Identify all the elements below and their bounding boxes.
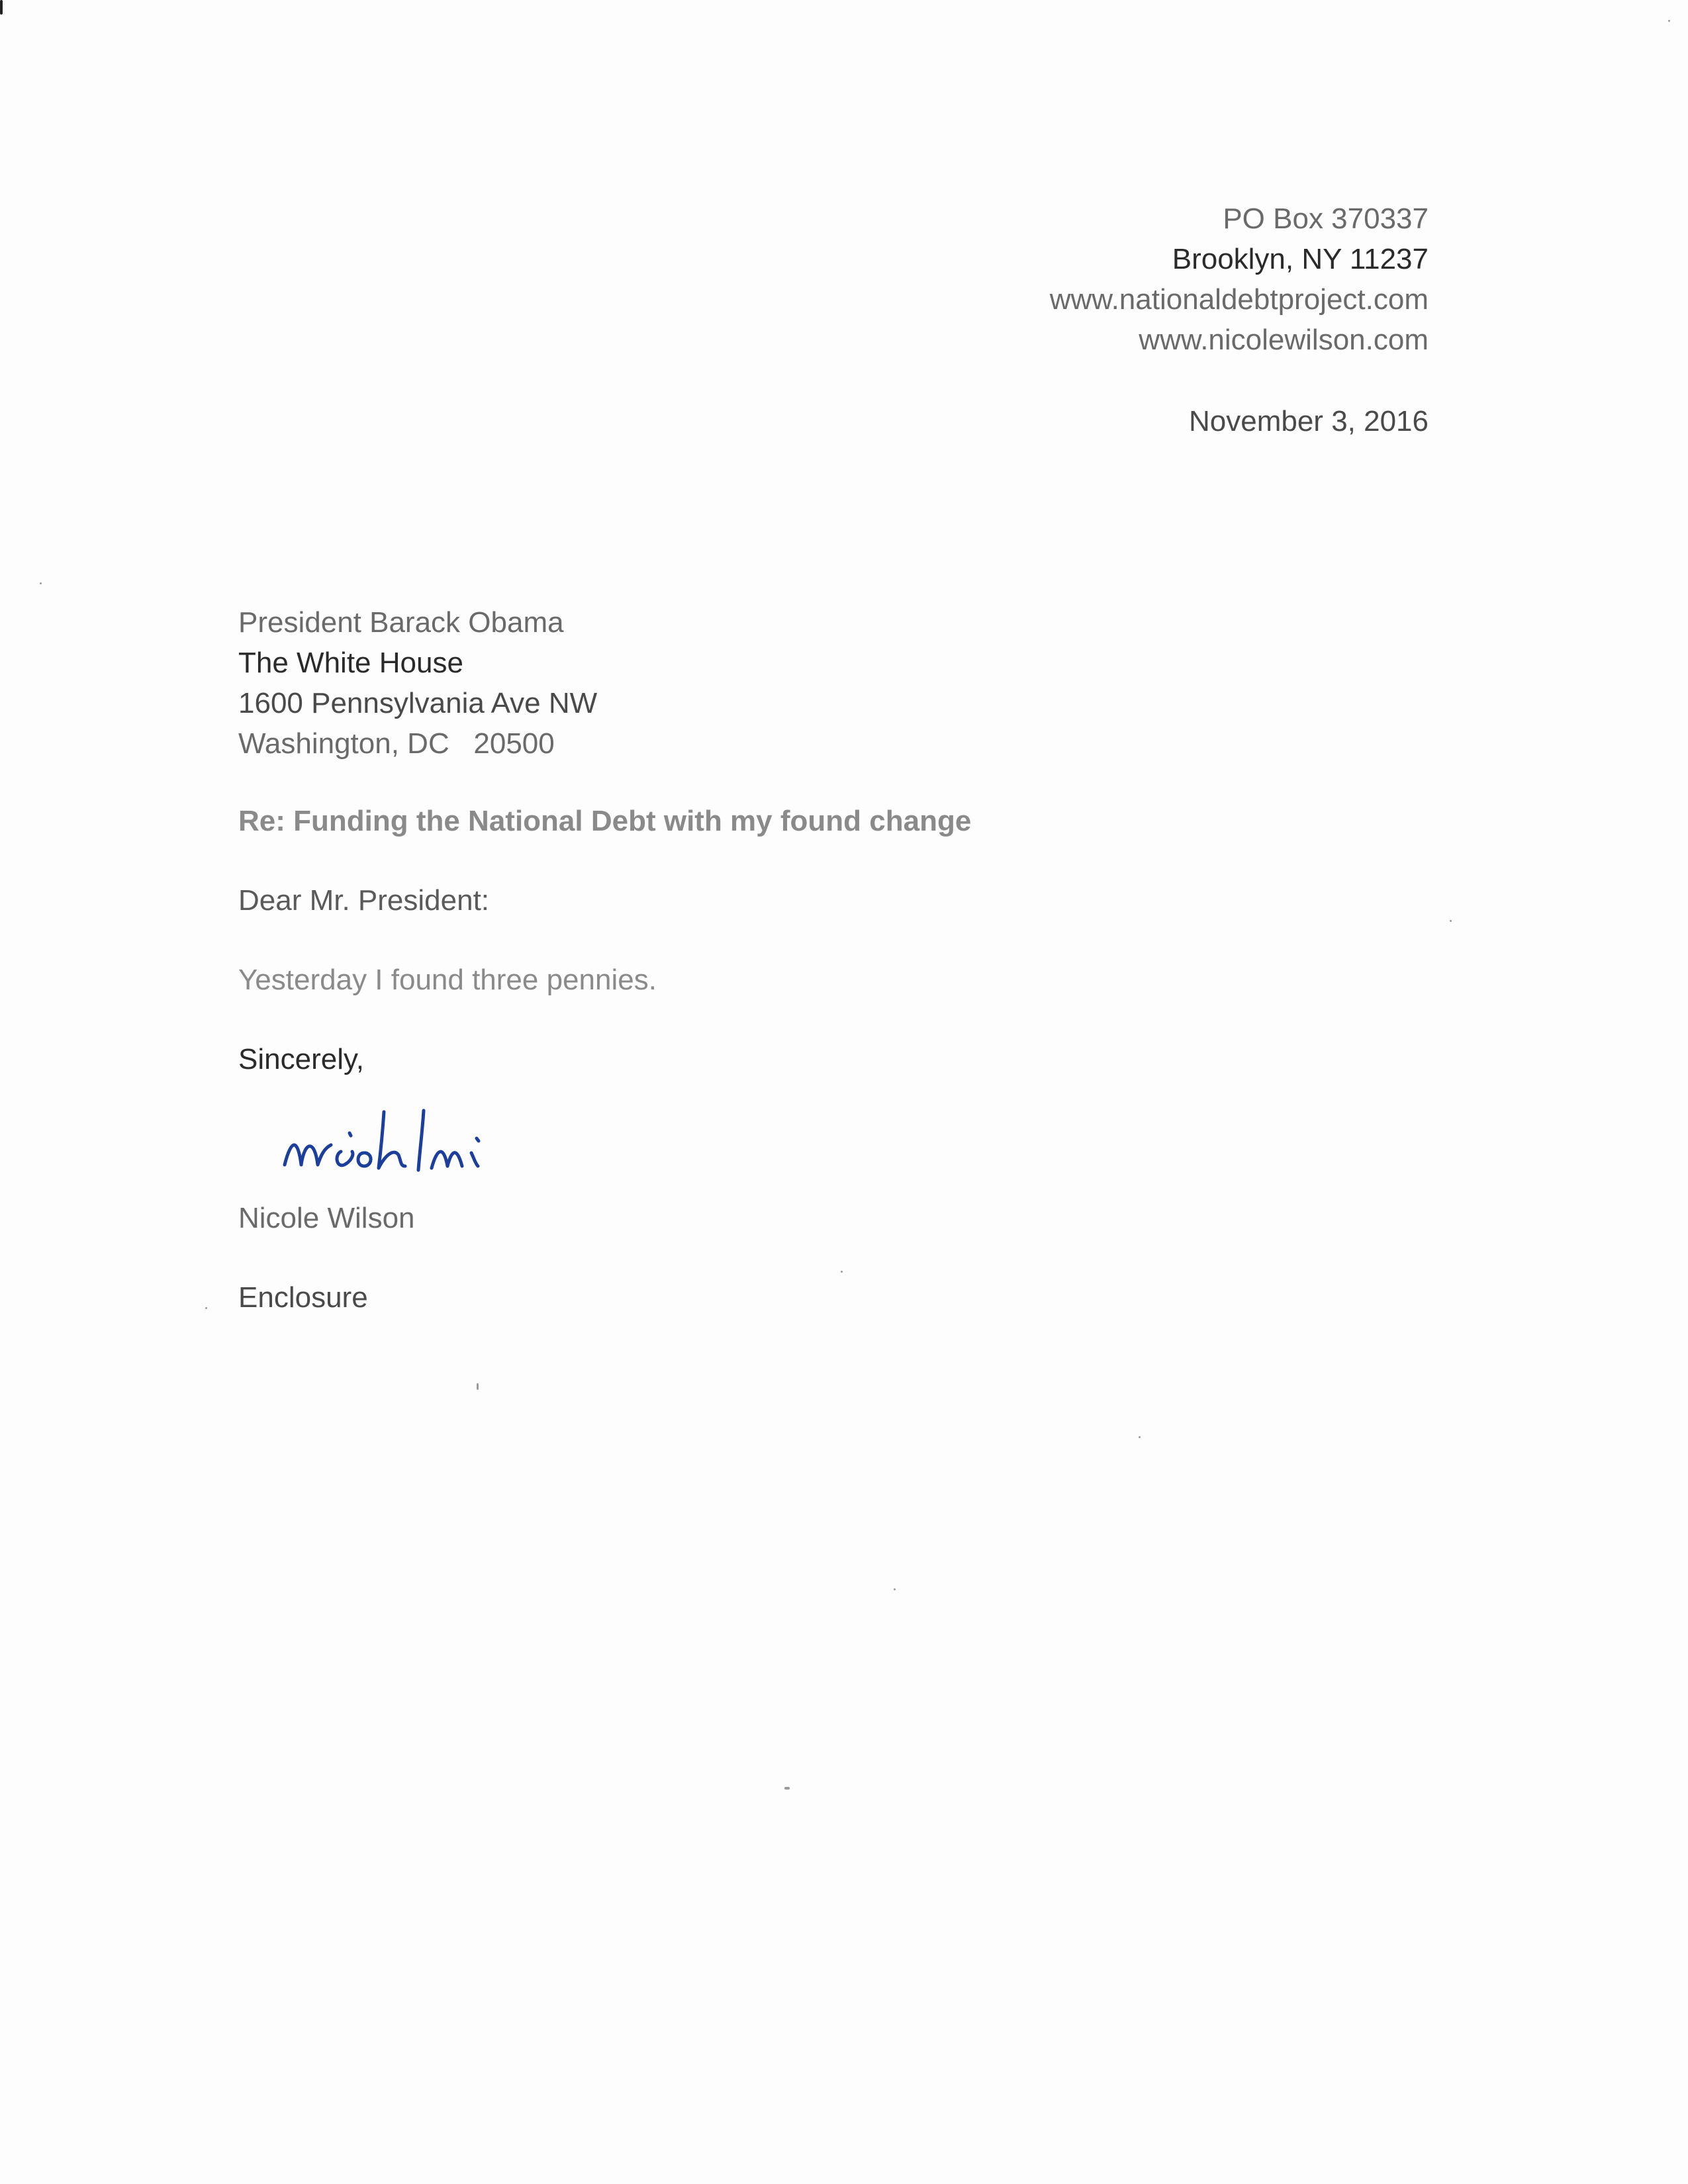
salutation: Dear Mr. President:	[238, 884, 490, 917]
recipient-street: 1600 Pennsylvania Ave NW	[238, 687, 598, 719]
sender-website-2: www.nicolewilson.com	[1139, 324, 1429, 356]
closing: Sincerely,	[238, 1043, 364, 1075]
scan-speck	[40, 582, 42, 584]
scan-speck	[1450, 920, 1452, 922]
scan-speck	[1139, 1436, 1141, 1438]
recipient-city-state-zip: Washington, DC 20500	[238, 727, 555, 760]
scan-speck	[841, 1271, 843, 1273]
sender-city-state-zip: Brooklyn, NY 11237	[1172, 243, 1429, 275]
scan-speck	[1668, 20, 1670, 22]
scan-speck	[477, 1383, 479, 1390]
scan-speck	[784, 1787, 790, 1790]
recipient-name: President Barack Obama	[238, 606, 564, 639]
sender-po-box: PO Box 370337	[1223, 203, 1429, 235]
handwritten-signature	[278, 1092, 589, 1191]
enclosure-note: Enclosure	[238, 1281, 368, 1314]
signer-name: Nicole Wilson	[238, 1202, 415, 1234]
signature-graphic	[278, 1092, 589, 1191]
scan-speck	[0, 0, 3, 15]
subject-line: Re: Funding the National Debt with my found change	[238, 805, 972, 837]
recipient-organization: The White House	[238, 647, 463, 679]
sender-address-block	[1050, 199, 1429, 360]
sender-website-1: www.nationaldebtproject.com	[1049, 283, 1429, 316]
letter-date: November 3, 2016	[1189, 405, 1429, 437]
scan-speck	[894, 1588, 896, 1590]
recipient-address-block	[238, 602, 597, 764]
scan-speck	[205, 1307, 207, 1309]
letter-body: Yesterday I found three pennies.	[238, 964, 657, 996]
